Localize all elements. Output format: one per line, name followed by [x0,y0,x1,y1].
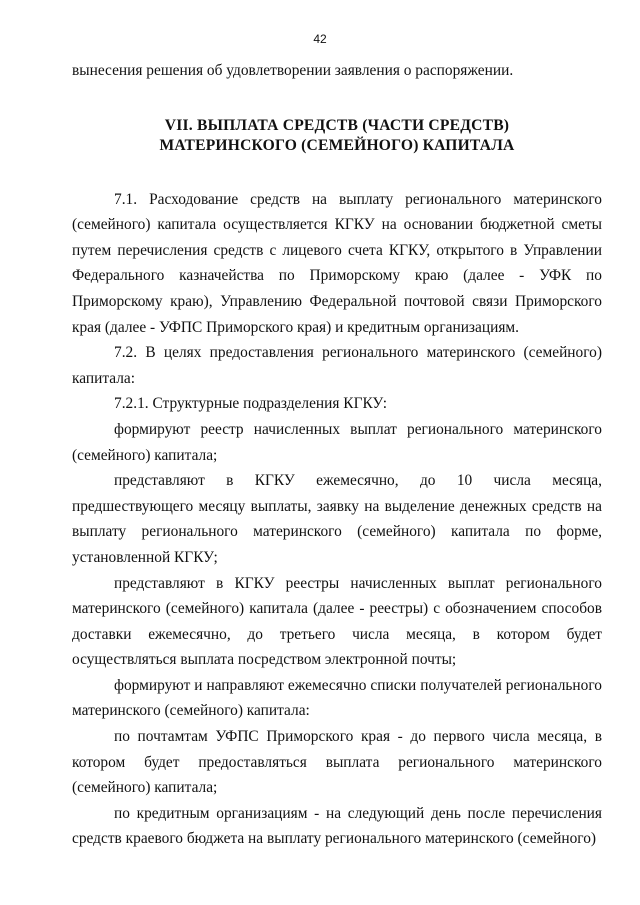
section-title-line-1: VII. ВЫПЛАТА СРЕДСТВ (ЧАСТИ СРЕДСТВ) [164,116,510,134]
document-body [72,58,602,852]
paragraph-recipient-lists: формируют и направляют ежемесячно списки получателей регионального материнского (семейного) капитала: [72,676,602,720]
paragraph-7-2: 7.2. В целях предоставления регионального материнского (семейного) капитала: [72,344,602,387]
section-title [72,116,602,156]
paragraph-monthly-request: представляют в КГКУ ежемесячно, до 10 числа месяца, предшествующего месяцу выплаты, заявку на выделение денежных средств на выплату регионального материнского (семейного) капитала по форме, установленной КГКУ; [72,472,602,566]
paragraph-registries-delivery: представляют в КГКУ реестры начисленных выплат регионального материнского (семейного) капитала (далее - реестры) с обозначением способов доставки ежемесячно, до третьего числа месяца, в котором будет осуществляться выплата посредством электронной почты; [72,574,602,669]
paragraph-7-2-1: 7.2.1. Структурные подразделения КГКУ: [114,395,388,413]
section-title-line-2: МАТЕРИНСКОГО (СЕМЕЙНОГО) КАПИТАЛА [159,136,515,154]
paragraph-registry: формируют реестр начисленных выплат регионального материнского (семейного) капитала; [72,420,602,464]
paragraph-7-1: 7.1. Расходование средств на выплату регионального материнского (семейного) капитала осуществляется КГКУ на основании бюджетной сметы путем перечисления средств с лицевого счета КГКУ, открытого в Управлении Федерального казначейства по Приморскому краю (далее - УФК по Приморскому краю), Управлению Федеральной почтовой связи Приморского края (далее - УФПС Приморского края) и кредитным организациям. [72,190,602,336]
paragraph-post-offices: по почтамтам УФПС Приморского края - до первого числа месяца, в котором будет предоставляться выплата регионального материнского (семейного) капитала; [72,728,602,797]
lead-line: вынесения решения об удовлетворении заявления о распоряжении. [72,62,514,79]
page-number: 42 [313,32,327,46]
paragraph-credit-organizations: по кредитным организациям - на следующий день после перечисления средств краевого бюджета на выплату регионального материнского (семейного) [72,804,602,848]
